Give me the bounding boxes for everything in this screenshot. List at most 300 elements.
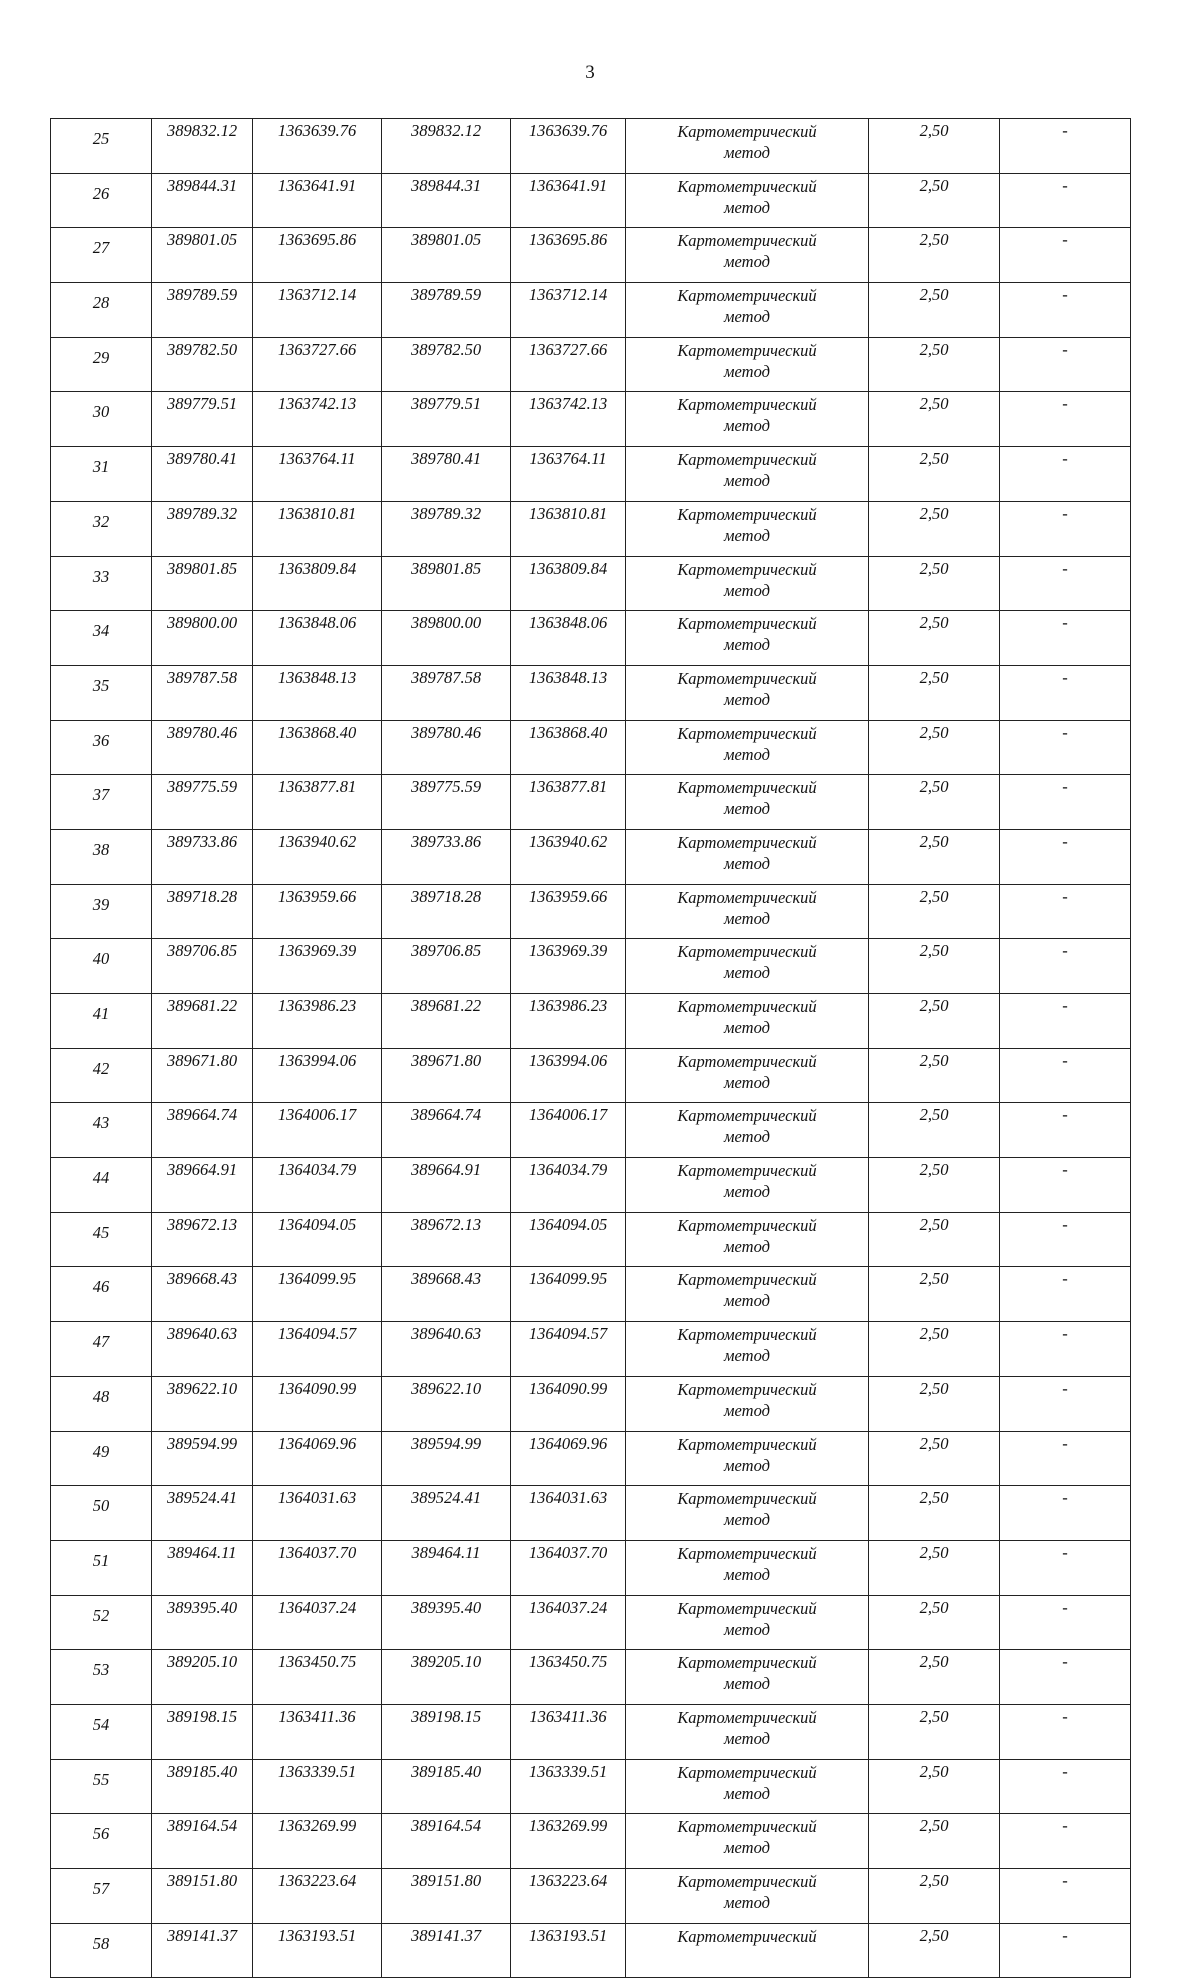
method-cell bbox=[626, 1158, 869, 1213]
existing-y-cell: 1363810.81 bbox=[253, 501, 382, 556]
existing-y-cell: 1364037.70 bbox=[253, 1540, 382, 1595]
new-x-cell: 389787.58 bbox=[382, 665, 511, 720]
point-number-cell: 32 bbox=[51, 501, 152, 556]
point-number-cell: 39 bbox=[51, 884, 152, 939]
note-cell: - bbox=[1000, 556, 1131, 611]
table-row bbox=[51, 1048, 1131, 1103]
new-x-cell: 389800.00 bbox=[382, 611, 511, 666]
new-y-cell: 1364037.70 bbox=[511, 1540, 626, 1595]
existing-y-cell: 1363848.13 bbox=[253, 665, 382, 720]
existing-x-cell: 389594.99 bbox=[152, 1431, 253, 1486]
existing-x-cell: 389782.50 bbox=[152, 337, 253, 392]
new-y-cell: 1363712.14 bbox=[511, 283, 626, 338]
table-row bbox=[51, 501, 1131, 556]
note-cell: - bbox=[1000, 1759, 1131, 1814]
table-row bbox=[51, 1814, 1131, 1869]
table-row bbox=[51, 1212, 1131, 1267]
method-line-2: метод bbox=[724, 307, 770, 327]
method-line-1: Картометрический bbox=[677, 1106, 817, 1126]
point-number-cell: 51 bbox=[51, 1540, 152, 1595]
method-line-1: Картометрический bbox=[677, 1434, 817, 1454]
new-y-cell: 1363742.13 bbox=[511, 392, 626, 447]
point-number-cell: 56 bbox=[51, 1814, 152, 1869]
note-cell: - bbox=[1000, 1595, 1131, 1650]
new-x-cell: 389622.10 bbox=[382, 1376, 511, 1431]
method-cell bbox=[626, 1595, 869, 1650]
new-x-cell: 389664.74 bbox=[382, 1103, 511, 1158]
existing-x-cell: 389640.63 bbox=[152, 1322, 253, 1377]
method-cell bbox=[626, 1759, 869, 1814]
note-cell: - bbox=[1000, 1869, 1131, 1924]
note-cell: - bbox=[1000, 1431, 1131, 1486]
table-row bbox=[51, 994, 1131, 1049]
new-y-cell: 1363877.81 bbox=[511, 775, 626, 830]
table-row bbox=[51, 720, 1131, 775]
new-y-cell: 1363940.62 bbox=[511, 829, 626, 884]
method-line-2: метод bbox=[724, 1291, 770, 1311]
note-cell: - bbox=[1000, 1103, 1131, 1158]
existing-y-cell: 1363742.13 bbox=[253, 392, 382, 447]
existing-x-cell: 389164.54 bbox=[152, 1814, 253, 1869]
method-cell bbox=[626, 1540, 869, 1595]
existing-y-cell: 1363959.66 bbox=[253, 884, 382, 939]
existing-x-cell: 389706.85 bbox=[152, 939, 253, 994]
table-row bbox=[51, 1267, 1131, 1322]
note-cell: - bbox=[1000, 501, 1131, 556]
existing-x-cell: 389671.80 bbox=[152, 1048, 253, 1103]
existing-y-cell: 1363639.76 bbox=[253, 119, 382, 174]
existing-y-cell: 1363727.66 bbox=[253, 337, 382, 392]
accuracy-cell: 2,50 bbox=[869, 1540, 1000, 1595]
method-cell bbox=[626, 447, 869, 502]
point-number-cell: 25 bbox=[51, 119, 152, 174]
method-line-2: метод bbox=[724, 197, 770, 217]
note-cell: - bbox=[1000, 1376, 1131, 1431]
accuracy-cell: 2,50 bbox=[869, 501, 1000, 556]
method-cell bbox=[626, 1376, 869, 1431]
note-cell: - bbox=[1000, 994, 1131, 1049]
existing-y-cell: 1363764.11 bbox=[253, 447, 382, 502]
point-number-cell: 45 bbox=[51, 1212, 152, 1267]
coordinates-table bbox=[50, 118, 1131, 1978]
point-number-cell: 48 bbox=[51, 1376, 152, 1431]
new-x-cell: 389671.80 bbox=[382, 1048, 511, 1103]
new-y-cell: 1363450.75 bbox=[511, 1650, 626, 1705]
new-x-cell: 389185.40 bbox=[382, 1759, 511, 1814]
accuracy-cell: 2,50 bbox=[869, 775, 1000, 830]
method-cell bbox=[626, 611, 869, 666]
accuracy-cell: 2,50 bbox=[869, 1322, 1000, 1377]
accuracy-cell: 2,50 bbox=[869, 392, 1000, 447]
method-line-2: метод bbox=[724, 143, 770, 162]
method-line-2: метод bbox=[724, 1783, 770, 1803]
existing-x-cell: 389779.51 bbox=[152, 392, 253, 447]
existing-x-cell: 389668.43 bbox=[152, 1267, 253, 1322]
accuracy-cell: 2,50 bbox=[869, 1431, 1000, 1486]
method-line-2: метод bbox=[724, 1893, 770, 1912]
note-cell: - bbox=[1000, 720, 1131, 775]
method-line-2: метод bbox=[724, 1400, 770, 1420]
new-y-cell: 1363639.76 bbox=[511, 119, 626, 174]
existing-y-cell: 1363809.84 bbox=[253, 556, 382, 611]
method-line-2: метод bbox=[724, 471, 770, 491]
new-y-cell: 1364094.57 bbox=[511, 1322, 626, 1377]
existing-x-cell: 389151.80 bbox=[152, 1869, 253, 1924]
table-row bbox=[51, 1923, 1131, 1978]
table-row bbox=[51, 1486, 1131, 1541]
method-line-1: Картометрический bbox=[677, 1707, 817, 1727]
new-x-cell: 389524.41 bbox=[382, 1486, 511, 1541]
note-cell: - bbox=[1000, 1486, 1131, 1541]
method-line-1: Картометрический bbox=[677, 231, 817, 251]
method-cell bbox=[626, 939, 869, 994]
method-line-1: Картометрический bbox=[677, 1872, 817, 1891]
point-number-cell: 55 bbox=[51, 1759, 152, 1814]
existing-x-cell: 389775.59 bbox=[152, 775, 253, 830]
method-cell bbox=[626, 119, 869, 174]
method-cell bbox=[626, 1431, 869, 1486]
method-line-2: метод bbox=[724, 744, 770, 764]
new-x-cell: 389779.51 bbox=[382, 392, 511, 447]
method-cell bbox=[626, 1486, 869, 1541]
table-row bbox=[51, 228, 1131, 283]
existing-y-cell: 1363269.99 bbox=[253, 1814, 382, 1869]
existing-y-cell: 1363848.06 bbox=[253, 611, 382, 666]
existing-y-cell: 1364090.99 bbox=[253, 1376, 382, 1431]
point-number-cell: 26 bbox=[51, 173, 152, 228]
point-number-cell: 47 bbox=[51, 1322, 152, 1377]
existing-x-cell: 389141.37 bbox=[152, 1923, 253, 1978]
new-x-cell: 389198.15 bbox=[382, 1704, 511, 1759]
note-cell: - bbox=[1000, 1814, 1131, 1869]
accuracy-cell: 2,50 bbox=[869, 720, 1000, 775]
new-y-cell: 1363641.91 bbox=[511, 173, 626, 228]
existing-x-cell: 389524.41 bbox=[152, 1486, 253, 1541]
method-line-1: Картометрический bbox=[677, 832, 817, 852]
note-cell: - bbox=[1000, 1923, 1131, 1978]
new-y-cell: 1364090.99 bbox=[511, 1376, 626, 1431]
accuracy-cell: 2,50 bbox=[869, 1212, 1000, 1267]
point-number-cell: 37 bbox=[51, 775, 152, 830]
method-line-2: метод bbox=[724, 1236, 770, 1256]
point-number-cell: 54 bbox=[51, 1704, 152, 1759]
table-row bbox=[51, 1540, 1131, 1595]
accuracy-cell: 2,50 bbox=[869, 119, 1000, 174]
point-number-cell: 49 bbox=[51, 1431, 152, 1486]
existing-y-cell: 1364099.95 bbox=[253, 1267, 382, 1322]
method-line-2: метод bbox=[724, 1072, 770, 1092]
point-number-cell: 34 bbox=[51, 611, 152, 666]
method-line-1: Картометрический bbox=[677, 1489, 817, 1509]
method-line-2: метод bbox=[724, 799, 770, 819]
method-line-2: метод bbox=[724, 1127, 770, 1147]
new-y-cell: 1363868.40 bbox=[511, 720, 626, 775]
method-line-2: метод bbox=[724, 361, 770, 381]
method-line-1: Картометрический bbox=[677, 122, 817, 141]
method-line-2: метод bbox=[724, 416, 770, 436]
table-row bbox=[51, 1376, 1131, 1431]
existing-x-cell: 389664.91 bbox=[152, 1158, 253, 1213]
note-cell: - bbox=[1000, 1704, 1131, 1759]
accuracy-cell: 2,50 bbox=[869, 337, 1000, 392]
method-cell bbox=[626, 392, 869, 447]
note-cell: - bbox=[1000, 1267, 1131, 1322]
accuracy-cell: 2,50 bbox=[869, 1595, 1000, 1650]
new-y-cell: 1363810.81 bbox=[511, 501, 626, 556]
method-cell bbox=[626, 556, 869, 611]
existing-y-cell: 1363986.23 bbox=[253, 994, 382, 1049]
method-cell bbox=[626, 337, 869, 392]
note-cell: - bbox=[1000, 665, 1131, 720]
existing-x-cell: 389672.13 bbox=[152, 1212, 253, 1267]
accuracy-cell: 2,50 bbox=[869, 447, 1000, 502]
new-y-cell: 1363695.86 bbox=[511, 228, 626, 283]
method-line-1: Картометрический bbox=[677, 1926, 817, 1946]
table-row bbox=[51, 1431, 1131, 1486]
existing-x-cell: 389395.40 bbox=[152, 1595, 253, 1650]
existing-x-cell: 389801.85 bbox=[152, 556, 253, 611]
new-y-cell: 1363727.66 bbox=[511, 337, 626, 392]
existing-y-cell: 1364069.96 bbox=[253, 1431, 382, 1486]
point-number-cell: 52 bbox=[51, 1595, 152, 1650]
accuracy-cell: 2,50 bbox=[869, 611, 1000, 666]
method-line-1: Картометрический bbox=[677, 723, 817, 743]
new-y-cell: 1364099.95 bbox=[511, 1267, 626, 1322]
new-y-cell: 1363411.36 bbox=[511, 1704, 626, 1759]
method-cell bbox=[626, 283, 869, 338]
point-number-cell: 38 bbox=[51, 829, 152, 884]
method-line-2: метод bbox=[724, 1619, 770, 1639]
existing-y-cell: 1364006.17 bbox=[253, 1103, 382, 1158]
point-number-cell: 43 bbox=[51, 1103, 152, 1158]
existing-y-cell: 1363868.40 bbox=[253, 720, 382, 775]
existing-x-cell: 389844.31 bbox=[152, 173, 253, 228]
new-y-cell: 1364069.96 bbox=[511, 1431, 626, 1486]
new-x-cell: 389789.32 bbox=[382, 501, 511, 556]
existing-y-cell: 1364034.79 bbox=[253, 1158, 382, 1213]
method-line-2: метод bbox=[724, 252, 770, 272]
existing-x-cell: 389800.00 bbox=[152, 611, 253, 666]
point-number-cell: 42 bbox=[51, 1048, 152, 1103]
new-y-cell: 1363969.39 bbox=[511, 939, 626, 994]
method-cell bbox=[626, 1212, 869, 1267]
new-x-cell: 389718.28 bbox=[382, 884, 511, 939]
new-x-cell: 389733.86 bbox=[382, 829, 511, 884]
method-line-2: метод bbox=[724, 1728, 770, 1748]
method-line-2: метод bbox=[724, 1510, 770, 1530]
new-x-cell: 389395.40 bbox=[382, 1595, 511, 1650]
accuracy-cell: 2,50 bbox=[869, 173, 1000, 228]
existing-y-cell: 1363223.64 bbox=[253, 1869, 382, 1924]
accuracy-cell: 2,50 bbox=[869, 1158, 1000, 1213]
method-line-1: Картометрический bbox=[677, 1543, 817, 1563]
table-row bbox=[51, 939, 1131, 994]
accuracy-cell: 2,50 bbox=[869, 228, 1000, 283]
method-cell bbox=[626, 1869, 869, 1924]
page-number: 3 bbox=[585, 62, 595, 83]
table-row bbox=[51, 337, 1131, 392]
method-line-2: метод bbox=[724, 635, 770, 655]
point-number-cell: 36 bbox=[51, 720, 152, 775]
method-line-2: метод bbox=[724, 1455, 770, 1475]
table-row bbox=[51, 1103, 1131, 1158]
new-y-cell: 1363959.66 bbox=[511, 884, 626, 939]
method-cell bbox=[626, 775, 869, 830]
method-line-2: метод bbox=[724, 580, 770, 600]
new-y-cell: 1364037.24 bbox=[511, 1595, 626, 1650]
note-cell: - bbox=[1000, 775, 1131, 830]
method-cell bbox=[626, 228, 869, 283]
existing-y-cell: 1364094.57 bbox=[253, 1322, 382, 1377]
new-y-cell: 1363269.99 bbox=[511, 1814, 626, 1869]
new-y-cell: 1363809.84 bbox=[511, 556, 626, 611]
note-cell: - bbox=[1000, 392, 1131, 447]
accuracy-cell: 2,50 bbox=[869, 939, 1000, 994]
method-line-1: Картометрический bbox=[677, 997, 817, 1016]
table-row bbox=[51, 775, 1131, 830]
method-line-1: Картометрический bbox=[677, 1817, 817, 1837]
new-x-cell: 389789.59 bbox=[382, 283, 511, 338]
point-number-cell: 35 bbox=[51, 665, 152, 720]
method-line-2: метод bbox=[724, 1674, 770, 1694]
table-row bbox=[51, 173, 1131, 228]
existing-x-cell: 389789.59 bbox=[152, 283, 253, 338]
method-line-1: Картометрический bbox=[677, 887, 817, 907]
method-line-1: Картометрический bbox=[677, 1161, 817, 1181]
accuracy-cell: 2,50 bbox=[869, 829, 1000, 884]
existing-x-cell: 389832.12 bbox=[152, 119, 253, 174]
note-cell: - bbox=[1000, 1540, 1131, 1595]
note-cell: - bbox=[1000, 283, 1131, 338]
method-line-1: Картометрический bbox=[677, 614, 817, 634]
method-line-1: Картометрический bbox=[677, 340, 817, 360]
method-line-2: метод bbox=[724, 525, 770, 545]
table-row bbox=[51, 119, 1131, 174]
point-number-cell: 53 bbox=[51, 1650, 152, 1705]
method-line-2: метод bbox=[724, 963, 770, 983]
method-cell bbox=[626, 1704, 869, 1759]
new-x-cell: 389706.85 bbox=[382, 939, 511, 994]
method-cell bbox=[626, 1103, 869, 1158]
new-y-cell: 1363339.51 bbox=[511, 1759, 626, 1814]
existing-x-cell: 389718.28 bbox=[152, 884, 253, 939]
point-number-cell: 31 bbox=[51, 447, 152, 502]
method-line-2: метод bbox=[724, 853, 770, 873]
new-x-cell: 389801.85 bbox=[382, 556, 511, 611]
table-row bbox=[51, 665, 1131, 720]
new-x-cell: 389832.12 bbox=[382, 119, 511, 174]
point-number-cell: 28 bbox=[51, 283, 152, 338]
method-line-1: Картометрический bbox=[677, 395, 817, 415]
point-number-cell: 40 bbox=[51, 939, 152, 994]
accuracy-cell: 2,50 bbox=[869, 1267, 1000, 1322]
method-line-2: метод bbox=[724, 908, 770, 928]
point-number-cell: 44 bbox=[51, 1158, 152, 1213]
note-cell: - bbox=[1000, 1048, 1131, 1103]
method-cell bbox=[626, 1267, 869, 1322]
method-line-1: Картометрический bbox=[677, 1215, 817, 1235]
existing-y-cell: 1364037.24 bbox=[253, 1595, 382, 1650]
table-row bbox=[51, 1322, 1131, 1377]
new-x-cell: 389594.99 bbox=[382, 1431, 511, 1486]
new-y-cell: 1363986.23 bbox=[511, 994, 626, 1049]
existing-y-cell: 1363411.36 bbox=[253, 1704, 382, 1759]
new-x-cell: 389801.05 bbox=[382, 228, 511, 283]
method-line-2: метод bbox=[724, 1564, 770, 1584]
existing-y-cell: 1364031.63 bbox=[253, 1486, 382, 1541]
accuracy-cell: 2,50 bbox=[869, 1650, 1000, 1705]
note-cell: - bbox=[1000, 337, 1131, 392]
existing-x-cell: 389205.10 bbox=[152, 1650, 253, 1705]
existing-y-cell: 1363940.62 bbox=[253, 829, 382, 884]
existing-x-cell: 389198.15 bbox=[152, 1704, 253, 1759]
accuracy-cell: 2,50 bbox=[869, 1103, 1000, 1158]
point-number-cell: 58 bbox=[51, 1923, 152, 1978]
new-x-cell: 389780.46 bbox=[382, 720, 511, 775]
note-cell: - bbox=[1000, 119, 1131, 174]
table-row bbox=[51, 392, 1131, 447]
note-cell: - bbox=[1000, 1650, 1131, 1705]
method-line-2: метод bbox=[724, 1838, 770, 1858]
existing-y-cell: 1363877.81 bbox=[253, 775, 382, 830]
new-y-cell: 1364094.05 bbox=[511, 1212, 626, 1267]
new-y-cell: 1363193.51 bbox=[511, 1923, 626, 1978]
note-cell: - bbox=[1000, 447, 1131, 502]
point-number-cell: 30 bbox=[51, 392, 152, 447]
table-row bbox=[51, 1158, 1131, 1213]
table-row bbox=[51, 884, 1131, 939]
existing-y-cell: 1363641.91 bbox=[253, 173, 382, 228]
new-x-cell: 389672.13 bbox=[382, 1212, 511, 1267]
method-cell bbox=[626, 884, 869, 939]
method-cell bbox=[626, 1923, 869, 1978]
existing-y-cell: 1363969.39 bbox=[253, 939, 382, 994]
accuracy-cell: 2,50 bbox=[869, 1376, 1000, 1431]
table-row bbox=[51, 611, 1131, 666]
note-cell: - bbox=[1000, 939, 1131, 994]
method-cell bbox=[626, 1322, 869, 1377]
method-line-2: метод bbox=[724, 1018, 770, 1037]
method-line-2: метод bbox=[724, 1182, 770, 1202]
new-x-cell: 389844.31 bbox=[382, 173, 511, 228]
method-line-1: Картометрический bbox=[677, 778, 817, 798]
point-number-cell: 50 bbox=[51, 1486, 152, 1541]
table-row bbox=[51, 283, 1131, 338]
existing-x-cell: 389185.40 bbox=[152, 1759, 253, 1814]
existing-x-cell: 389789.32 bbox=[152, 501, 253, 556]
table-row bbox=[51, 556, 1131, 611]
table-row bbox=[51, 1759, 1131, 1814]
method-line-1: Картометрический bbox=[677, 1270, 817, 1290]
new-x-cell: 389681.22 bbox=[382, 994, 511, 1049]
accuracy-cell: 2,50 bbox=[869, 1814, 1000, 1869]
method-cell bbox=[626, 1048, 869, 1103]
method-line-1: Картометрический bbox=[677, 176, 817, 196]
method-line-1: Картометрический bbox=[677, 559, 817, 579]
method-cell bbox=[626, 1814, 869, 1869]
accuracy-cell: 2,50 bbox=[869, 1869, 1000, 1924]
accuracy-cell: 2,50 bbox=[869, 665, 1000, 720]
point-number-cell: 41 bbox=[51, 994, 152, 1049]
accuracy-cell: 2,50 bbox=[869, 1048, 1000, 1103]
new-y-cell: 1364006.17 bbox=[511, 1103, 626, 1158]
method-line-2: метод bbox=[724, 1346, 770, 1366]
existing-x-cell: 389681.22 bbox=[152, 994, 253, 1049]
method-line-1: Картометрический bbox=[677, 668, 817, 688]
existing-y-cell: 1363994.06 bbox=[253, 1048, 382, 1103]
table-row bbox=[51, 447, 1131, 502]
table-row bbox=[51, 1869, 1131, 1924]
